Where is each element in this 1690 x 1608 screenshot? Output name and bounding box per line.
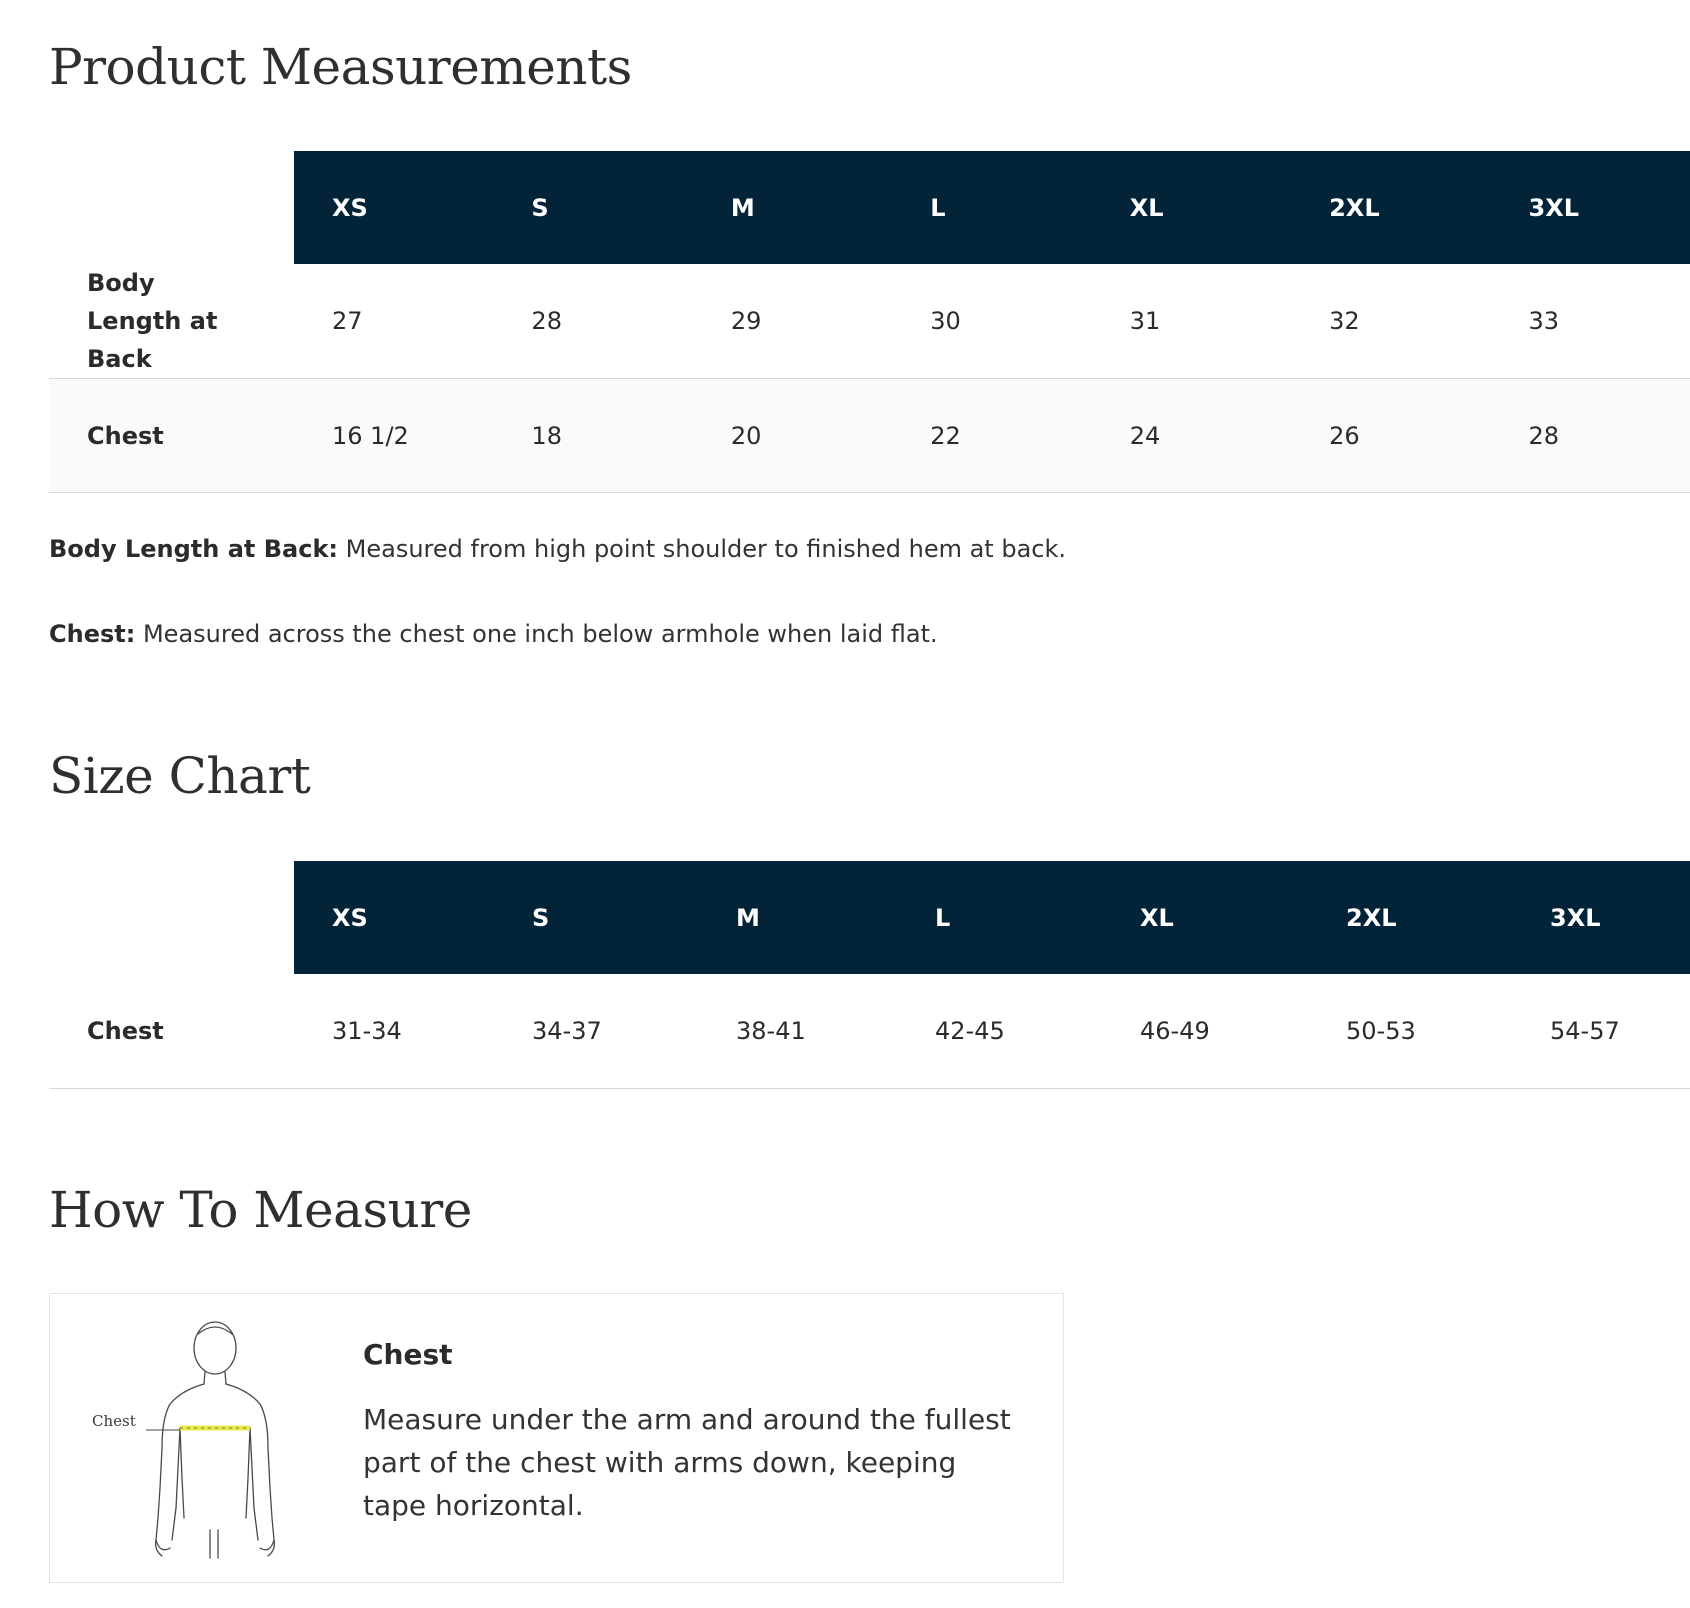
- size-chart-table: [49, 861, 1690, 1089]
- row-label-chest: Chest: [87, 1016, 164, 1045]
- size-header-m: M: [693, 151, 892, 264]
- size-header-l: L: [892, 151, 1091, 264]
- table-header-row: [49, 861, 1690, 974]
- table-cell: 50-53: [1346, 1016, 1416, 1045]
- table-cell: 30: [930, 307, 961, 335]
- size-header-xs: XS: [294, 151, 493, 264]
- note-body-length: [49, 535, 1066, 563]
- table-cell: 18: [531, 421, 562, 450]
- table-cell: 42-45: [935, 1016, 1005, 1045]
- table-row: [49, 379, 1690, 493]
- size-header-s: S: [494, 861, 698, 974]
- row-label-body-length: Body Length at Back: [87, 269, 218, 373]
- table-cell: 26: [1329, 421, 1360, 450]
- table-cell: 20: [730, 421, 762, 450]
- header-blank-cell: [49, 151, 294, 264]
- measure-card-chest: [49, 1293, 1064, 1583]
- size-header-s: S: [493, 151, 692, 264]
- size-header-xl: XL: [1102, 861, 1308, 974]
- table-cell: 33: [1528, 307, 1560, 335]
- product-measurements-title: Product Measurements: [49, 38, 632, 96]
- table-cell: 27: [332, 307, 363, 335]
- size-header-3xl: 3XL: [1512, 861, 1690, 974]
- product-measurements-table: [49, 151, 1690, 493]
- table-cell: 22: [930, 421, 961, 450]
- row-label-chest: Chest: [87, 421, 164, 450]
- table-header-row: [49, 151, 1690, 264]
- note-chest: [49, 620, 938, 648]
- measure-item-description: Measure under the arm and around the fullest part of the chest with arms down, keeping tape horizontal.: [363, 1403, 1011, 1522]
- size-header-2xl: 2XL: [1308, 861, 1512, 974]
- size-chart-title: Size Chart: [49, 747, 311, 805]
- table-cell: 16 1/2: [332, 421, 409, 450]
- note-text: Measured across the chest one inch below armhole when laid flat.: [135, 620, 938, 648]
- figure-label: Chest: [92, 1412, 136, 1430]
- table-row: [49, 264, 1690, 379]
- size-header-xl: XL: [1092, 151, 1291, 264]
- table-cell: 28: [1528, 421, 1560, 450]
- table-cell: 29: [730, 307, 762, 335]
- size-header-2xl: 2XL: [1291, 151, 1490, 264]
- table-cell: 24: [1129, 421, 1161, 450]
- table-cell: 31-34: [332, 1016, 402, 1045]
- size-header-m: M: [698, 861, 897, 974]
- size-header-3xl: 3XL: [1491, 151, 1690, 264]
- table-cell: 31: [1129, 307, 1161, 335]
- measure-item-title: Chest: [363, 1338, 453, 1371]
- table-cell: 46-49: [1140, 1016, 1210, 1045]
- note-text: Measured from high point shoulder to finished hem at back.: [338, 535, 1067, 563]
- size-header-l: L: [897, 861, 1102, 974]
- header-blank-cell: [49, 861, 294, 974]
- note-term: Body Length at Back:: [49, 535, 339, 563]
- table-cell: 54-57: [1550, 1016, 1620, 1045]
- chest-measure-figure-icon: [90, 1318, 290, 1563]
- table-cell: 38-41: [736, 1016, 806, 1045]
- how-to-measure-title: How To Measure: [49, 1181, 472, 1239]
- table-row: [49, 974, 1690, 1088]
- table-cell: 28: [531, 307, 562, 335]
- size-header-xs: XS: [294, 861, 494, 974]
- table-cell: 34-37: [532, 1016, 602, 1045]
- table-cell: 32: [1329, 307, 1360, 335]
- note-term: Chest:: [49, 620, 136, 648]
